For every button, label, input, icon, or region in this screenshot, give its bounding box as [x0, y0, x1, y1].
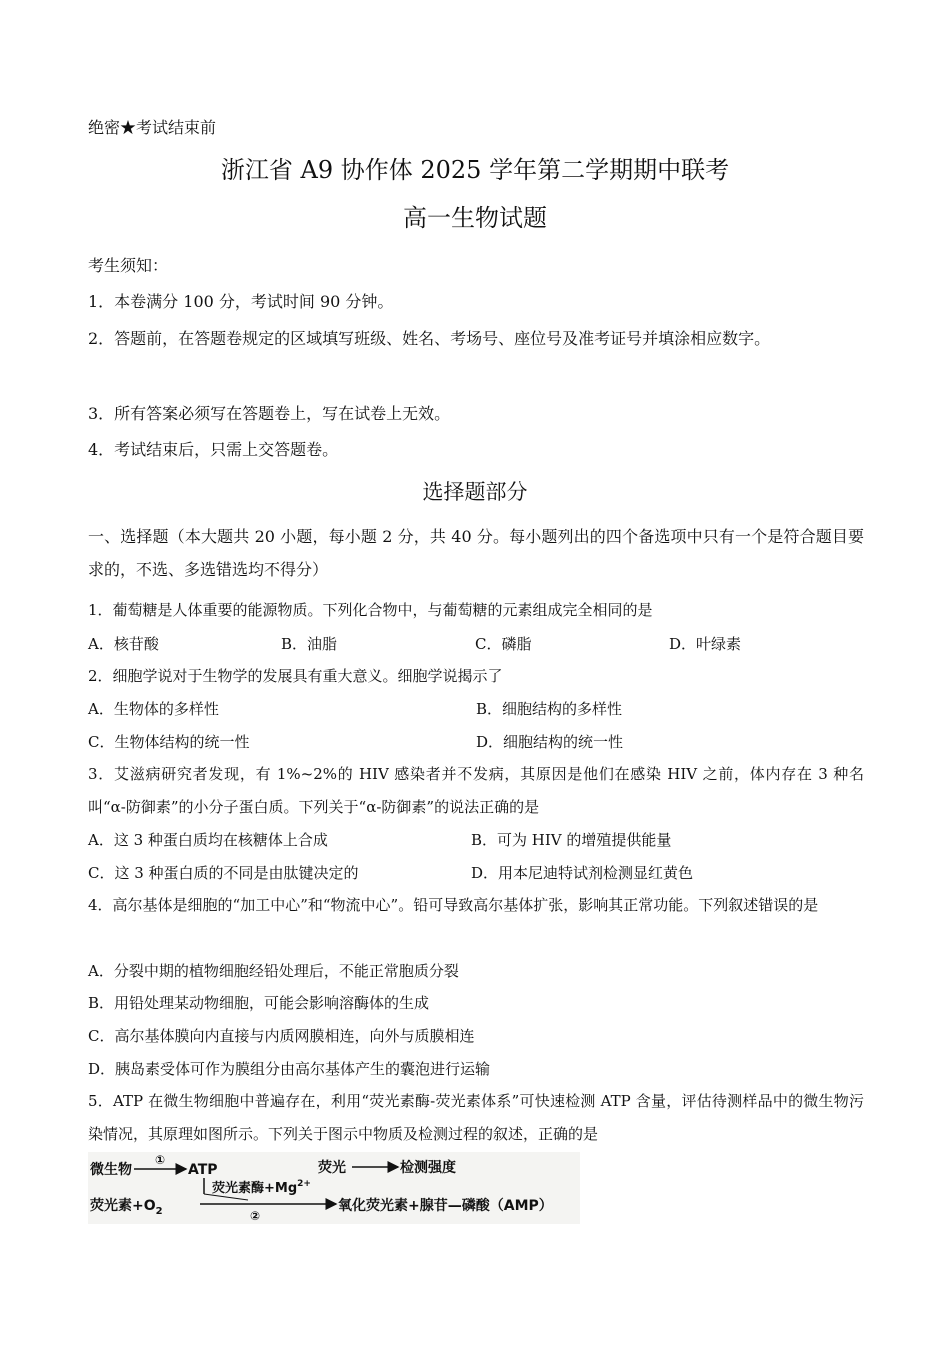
step2-marker: ②: [250, 1209, 261, 1223]
exam-title: 浙江省 A9 协作体 2025 学年第二学期期中联考: [220, 156, 730, 184]
option-b[interactable]: B．可为 HIV 的增殖提供能量: [471, 831, 672, 849]
option-d[interactable]: D．胰岛素受体可作为膜组分由高尔基体产生的囊泡进行运输: [88, 1060, 491, 1078]
enzyme-label: 荧光素酶$+Mg^{2+}$: [212, 1179, 311, 1196]
instructions-heading: 考生须知：: [88, 256, 169, 275]
instruction-item: 3．所有答案必须写在答题卷上，写在试卷上无效。: [88, 404, 451, 423]
option-d[interactable]: D．用本尼迪特试剂检测显红黄色: [471, 864, 694, 882]
option-a[interactable]: A．核苷酸: [88, 635, 159, 653]
option-b[interactable]: B．细胞结构的多样性: [476, 700, 623, 718]
exam-subtitle: 高一生物试题: [403, 204, 547, 232]
atp-detection-diagram: [88, 1152, 580, 1224]
option-c[interactable]: C．高尔基体膜向内直接与内质网膜相连，向外与质膜相连: [88, 1027, 475, 1045]
option-a[interactable]: A．这 3 种蛋白质均在核糖体上合成: [88, 831, 328, 849]
microbe-label: 微生物: [90, 1162, 132, 1178]
option-c[interactable]: C．磷脂: [475, 635, 532, 653]
instruction-item: 4．考试结束后，只需上交答题卷。: [88, 440, 339, 459]
luciferin-label: 荧光素$+O_2$: [90, 1198, 163, 1217]
question-stem: 1．葡萄糖是人体重要的能源物质。下列化合物中，与葡萄糖的元素组成完全相同的是: [88, 601, 653, 619]
option-b[interactable]: B．油脂: [281, 635, 338, 653]
option-c[interactable]: C．这 3 种蛋白质的不同是由肽键决定的: [88, 864, 359, 882]
option-a[interactable]: A．分裂中期的植物细胞经铅处理后，不能正常胞质分裂: [88, 962, 459, 980]
step1-marker: ①: [155, 1153, 166, 1167]
question-stem: 5．ATP 在微生物细胞中普遍存在，利用“荧光素酶-荧光素体系”可快速检测 ATP 含量，评估待测样品中的微生物污染情况，其原理如图所示。下列关于图示中物质及检测过程的叙述，正确的是: [88, 1092, 864, 1143]
option-d[interactable]: D．细胞结构的统一性: [476, 733, 624, 751]
intensity-label: 检测强度: [400, 1160, 456, 1176]
option-a[interactable]: A．生物体的多样性: [88, 700, 219, 718]
option-b[interactable]: B．用铅处理某动物细胞，可能会影响溶酶体的生成: [88, 994, 430, 1012]
confidential-mark: 绝密★考试结束前: [88, 118, 217, 137]
products-label: 氧化荧光素+腺苷—磷酸（AMP）: [338, 1198, 553, 1214]
question-stem: 4．高尔基体是细胞的“加工中心”和“物流中心”。铅可导致高尔基体扩张，影响其正常功能。下列叙述错误的是: [88, 896, 819, 914]
instruction-item: 1．本卷满分 100 分，考试时间 90 分钟。: [88, 292, 394, 311]
atp-label: ATP: [188, 1162, 218, 1178]
fluorescence-label: 荧光: [318, 1160, 346, 1176]
question-stem: 2．细胞学说对于生物学的发展具有重大意义。细胞学说揭示了: [88, 667, 503, 685]
option-c[interactable]: C．生物体结构的统一性: [88, 733, 250, 751]
section-title: 选择题部分: [422, 480, 528, 504]
section-intro: 一、选择题（本大题共 20 小题，每小题 2 分，共 40 分。每小题列出的四个备选项中只有一个是符合题目要求的，不选、多选错选均不得分）: [88, 527, 864, 579]
question-stem: 3．艾滋病研究者发现，有 1%~2%的 HIV 感染者并不发病，其原因是他们在感染 HIV 之前，体内存在 3 种名叫“α-防御素”的小分子蛋白质。下列关于“α-防御素”的说法正确的是: [88, 765, 864, 816]
instruction-item: 2．答题前，在答题卷规定的区域填写班级、姓名、考场号、座位号及准考证号并填涂相应数字。: [88, 329, 771, 348]
option-d[interactable]: D．叶绿素: [669, 635, 742, 653]
